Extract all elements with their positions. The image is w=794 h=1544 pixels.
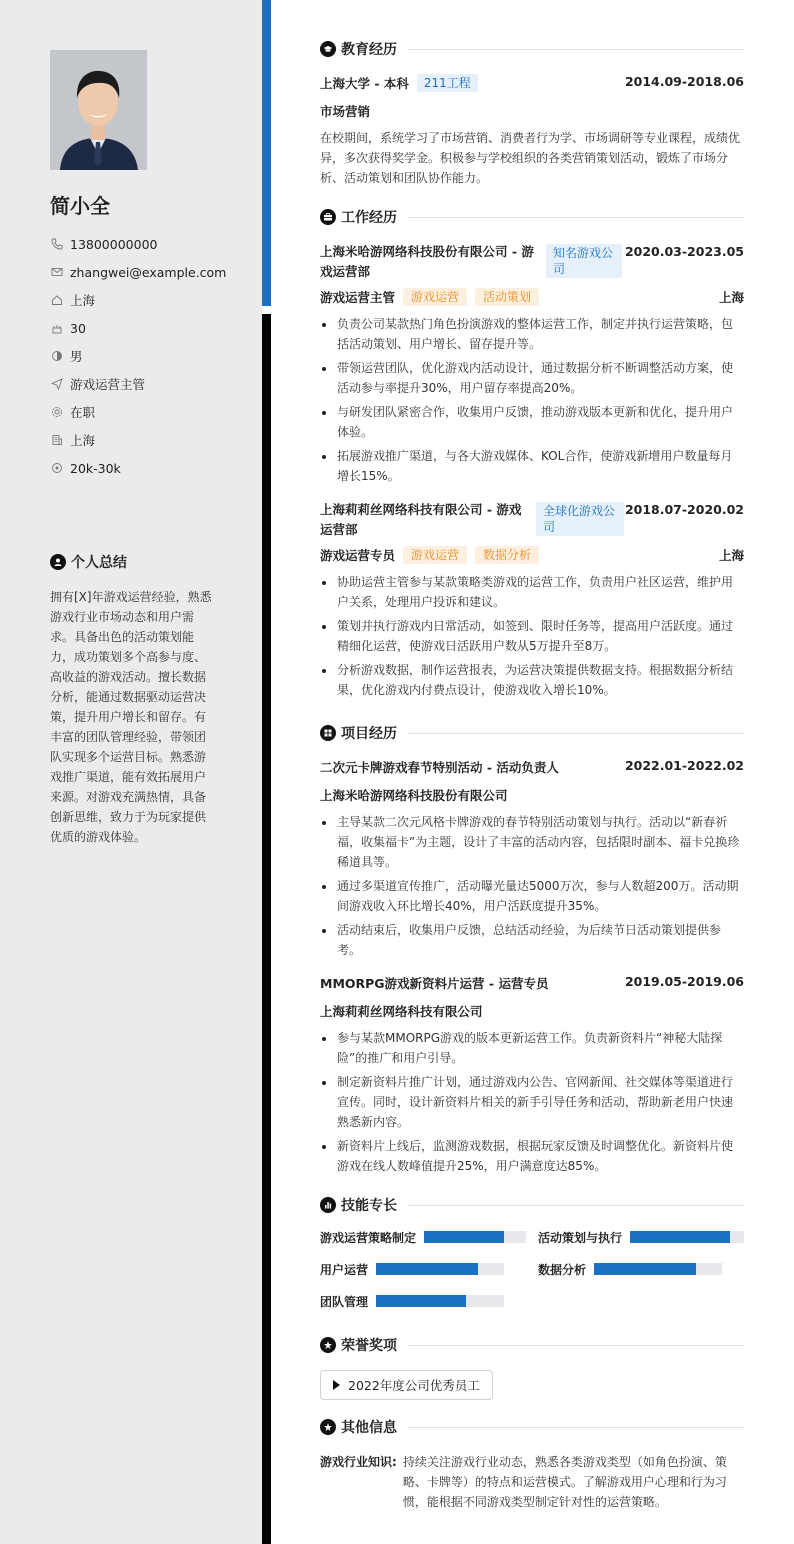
project-name: MMORPG游戏新资料片运营 - 运营专员 <box>320 976 549 991</box>
school-name: 上海大学 - 本科 <box>320 76 409 91</box>
work-entry-head <box>320 500 744 540</box>
heading-rule <box>407 49 744 50</box>
info-status: 在职 <box>50 398 250 426</box>
age-icon <box>50 321 64 335</box>
accent-divider-black <box>262 314 271 1544</box>
award-item: 2022年度公司优秀员工 <box>320 1370 493 1400</box>
work-role-row <box>320 546 744 564</box>
role-title: 游戏运营专员 <box>320 548 396 563</box>
mail-icon <box>50 265 64 279</box>
summary-text: 拥有[X]年游戏运营经验，熟悉游戏行业市场动态和用户需求。具备出色的活动策划能力，成功策划多个高参与度、高收益的游戏活动。擅长数据分析，能通过数据驱动运营决策，提升用户增长和留存。有丰富的团队管理经验，带领团队实现多个运营目标。熟悉游戏推广渠道，能有效拓展用户来源。对游戏充满热情，具备创新思维，致力于为玩家提供优质的游戏体验。 <box>50 590 212 844</box>
bar-chart-icon <box>320 1197 336 1213</box>
skill-bar-fill <box>376 1263 478 1275</box>
skill-bar-fill <box>424 1231 504 1243</box>
status-icon <box>50 405 64 419</box>
heading-rule <box>407 1345 744 1346</box>
award-icon <box>320 1419 336 1435</box>
project-name: 二次元卡牌游戏春节特别活动 - 活动负责人 <box>320 760 559 775</box>
info-age: 30 <box>50 314 250 342</box>
honors-heading: 荣誉奖项 <box>320 1334 744 1356</box>
work-date: 2020.03-2023.05 <box>624 244 744 259</box>
main-content <box>320 38 744 1512</box>
skill-bar <box>424 1231 526 1243</box>
info-city: 上海 <box>50 426 250 454</box>
work-city: 上海 <box>718 290 744 305</box>
skill-bar <box>630 1231 744 1243</box>
list-item: 新资料片上线后，监测游戏数据，根据玩家反馈及时调整优化。新资料片使游戏在线人数峰值提升25%，用户满意度达85%。 <box>320 1136 744 1176</box>
skill-bar <box>376 1295 504 1307</box>
award-icon <box>320 1337 336 1353</box>
list-item: 分析游戏数据，制作运营报表，为运营决策提供数据支持。根据数据分析结果，优化游戏内付费点设计，使游戏收入增长10%。 <box>320 660 744 700</box>
accent-divider-blue <box>262 0 271 306</box>
gender-icon <box>50 349 64 363</box>
education-desc: 在校期间，系统学习了市场营销、消费者行为学、市场调研等专业课程，成绩优异，多次获得奖学金。积极参与学校组织的各类营销策划活动，锻炼了市场分析、活动策划和团队协作能力。 <box>320 131 741 185</box>
skill-bar <box>376 1263 504 1275</box>
project-company: 上海莉莉丝网络科技有限公司 <box>320 1004 483 1019</box>
skill-bar <box>594 1263 722 1275</box>
salary-icon <box>50 461 64 475</box>
building-icon <box>50 433 64 447</box>
education-major: 市场营销 <box>320 104 371 119</box>
list-item: 拓展游戏推广渠道，与各大游戏媒体、KOL合作，使游戏新增用户数量每月增长15%。 <box>320 446 744 486</box>
accent-divider-gap <box>262 306 271 314</box>
work-entry <box>320 500 744 700</box>
education-date: 2014.09-2018.06 <box>624 74 744 89</box>
skill-bar-fill <box>376 1295 466 1307</box>
person-name: 简小全 <box>50 194 110 218</box>
project-entry-head <box>320 758 744 776</box>
info-location: 上海 <box>50 286 250 314</box>
other-heading: 其他信息 <box>320 1416 744 1438</box>
work-entry-head <box>320 242 744 282</box>
work-bullets <box>320 314 744 486</box>
project-bullets <box>320 812 744 960</box>
heading-rule <box>407 733 744 734</box>
home-icon <box>50 293 64 307</box>
list-item: 通过多渠道宣传推广，活动曝光量达5000万次，参与人数超200万。活动期间游戏收入环比增长40%，用户活跃度提升35%。 <box>320 876 744 916</box>
role-tag: 数据分析 <box>475 546 539 564</box>
list-item: 与研发团队紧密合作，收集用户反馈，推动游戏版本更新和优化，提升用户体验。 <box>320 402 744 442</box>
company-tag: 知名游戏公司 <box>546 244 622 278</box>
avatar <box>50 50 147 170</box>
education-entry-head <box>320 74 744 92</box>
company-name: 上海莉莉丝网络科技有限公司 - 游戏运营部 <box>320 502 522 537</box>
info-gender: 男 <box>50 342 250 370</box>
other-info-value: 持续关注游戏行业动态，熟悉各类游戏类型（如角色扮演、策略、卡牌等）的特点和运营模式。了解游戏用户心理和行为习惯，能根据不同游戏类型制定针对性的运营策略。 <box>402 1455 727 1509</box>
project-entry <box>320 758 744 960</box>
contact-info-list <box>50 230 250 482</box>
skill-item: 游戏运营策略制定 <box>320 1230 538 1244</box>
phone-icon <box>50 237 64 251</box>
work-entry <box>320 242 744 486</box>
grid-icon <box>320 725 336 741</box>
skill-item: 团队管理 <box>320 1294 538 1308</box>
other-info-row <box>320 1452 744 1512</box>
role-title: 游戏运营主管 <box>320 290 396 305</box>
info-email: zhangwei@example.com <box>50 258 250 286</box>
skills-heading: 技能专长 <box>320 1194 744 1216</box>
play-icon <box>333 1380 340 1390</box>
skills-grid <box>320 1230 744 1308</box>
list-item: 协助运营主管参与某款策略类游戏的运营工作，负责用户社区运营，维护用户关系，处理用户投诉和建议。 <box>320 572 744 612</box>
role-tag: 活动策划 <box>475 288 539 306</box>
projects-heading: 项目经历 <box>320 722 744 744</box>
list-item: 参与某款MMORPG游戏的版本更新运营工作。负责新资料片“神秘大陆探险”的推广和用户引导。 <box>320 1028 744 1068</box>
info-position: 游戏运营主管 <box>50 370 250 398</box>
graduation-cap-icon <box>320 41 336 57</box>
skill-bar-fill <box>630 1231 730 1243</box>
heading-rule <box>407 1427 744 1428</box>
work-role-row <box>320 288 744 306</box>
work-bullets <box>320 572 744 700</box>
info-salary: 20k-30k <box>50 454 250 482</box>
project-bullets <box>320 1028 744 1176</box>
work-date: 2018.07-2020.02 <box>624 502 744 517</box>
list-item: 负责公司某款热门角色扮演游戏的整体运营工作，制定并执行运营策略，包括活动策划、用户增长、留存提升等。 <box>320 314 744 354</box>
work-city: 上海 <box>718 548 744 563</box>
user-icon <box>50 554 66 570</box>
skill-item: 数据分析 <box>538 1262 744 1276</box>
company-tag: 全球化游戏公司 <box>536 502 624 536</box>
project-entry <box>320 974 744 1176</box>
company-name: 上海米哈游网络科技股份有限公司 - 游戏运营部 <box>320 244 534 279</box>
project-entry-head <box>320 974 744 992</box>
send-icon <box>50 377 64 391</box>
project-company: 上海米哈游网络科技股份有限公司 <box>320 788 508 803</box>
skill-item: 活动策划与执行 <box>538 1230 744 1244</box>
briefcase-icon <box>320 209 336 225</box>
project-date: 2022.01-2022.02 <box>624 758 744 773</box>
skill-bar-fill <box>594 1263 696 1275</box>
heading-rule <box>407 217 744 218</box>
role-tag: 游戏运营 <box>403 288 467 306</box>
education-heading: 教育经历 <box>320 38 744 60</box>
skill-item: 用户运营 <box>320 1262 538 1276</box>
project-date: 2019.05-2019.06 <box>624 974 744 989</box>
list-item: 主导某款二次元风格卡牌游戏的春节特别活动策划与执行。活动以“新春祈福，收集福卡”为主题，设计了丰富的活动内容，包括限时副本、福卡兑换珍稀道具等。 <box>320 812 744 872</box>
list-item: 活动结束后，收集用户反馈，总结活动经验，为后续节日活动策划提供参考。 <box>320 920 744 960</box>
other-info-key: 游戏行业知识: <box>320 1455 397 1469</box>
list-item: 策划并执行游戏内日常活动，如签到、限时任务等，提高用户活跃度。通过精细化运营，使游戏日活跃用户数从5万提升至8万。 <box>320 616 744 656</box>
summary-heading: 个人总结 <box>50 552 127 572</box>
role-tag: 游戏运营 <box>403 546 467 564</box>
school-tag: 211工程 <box>417 74 478 92</box>
work-heading: 工作经历 <box>320 206 744 228</box>
sidebar <box>0 0 262 1544</box>
list-item: 制定新资料片推广计划，通过游戏内公告、官网新闻、社交媒体等渠道进行宣传。同时，设计新资料片相关的新手引导任务和活动，帮助新老用户快速熟悉新内容。 <box>320 1072 744 1132</box>
info-phone: 13800000000 <box>50 230 250 258</box>
list-item: 带领运营团队，优化游戏内活动设计，通过数据分析不断调整活动方案，使活动参与率提升30%，用户留存率提高20%。 <box>320 358 744 398</box>
heading-rule <box>407 1205 744 1206</box>
